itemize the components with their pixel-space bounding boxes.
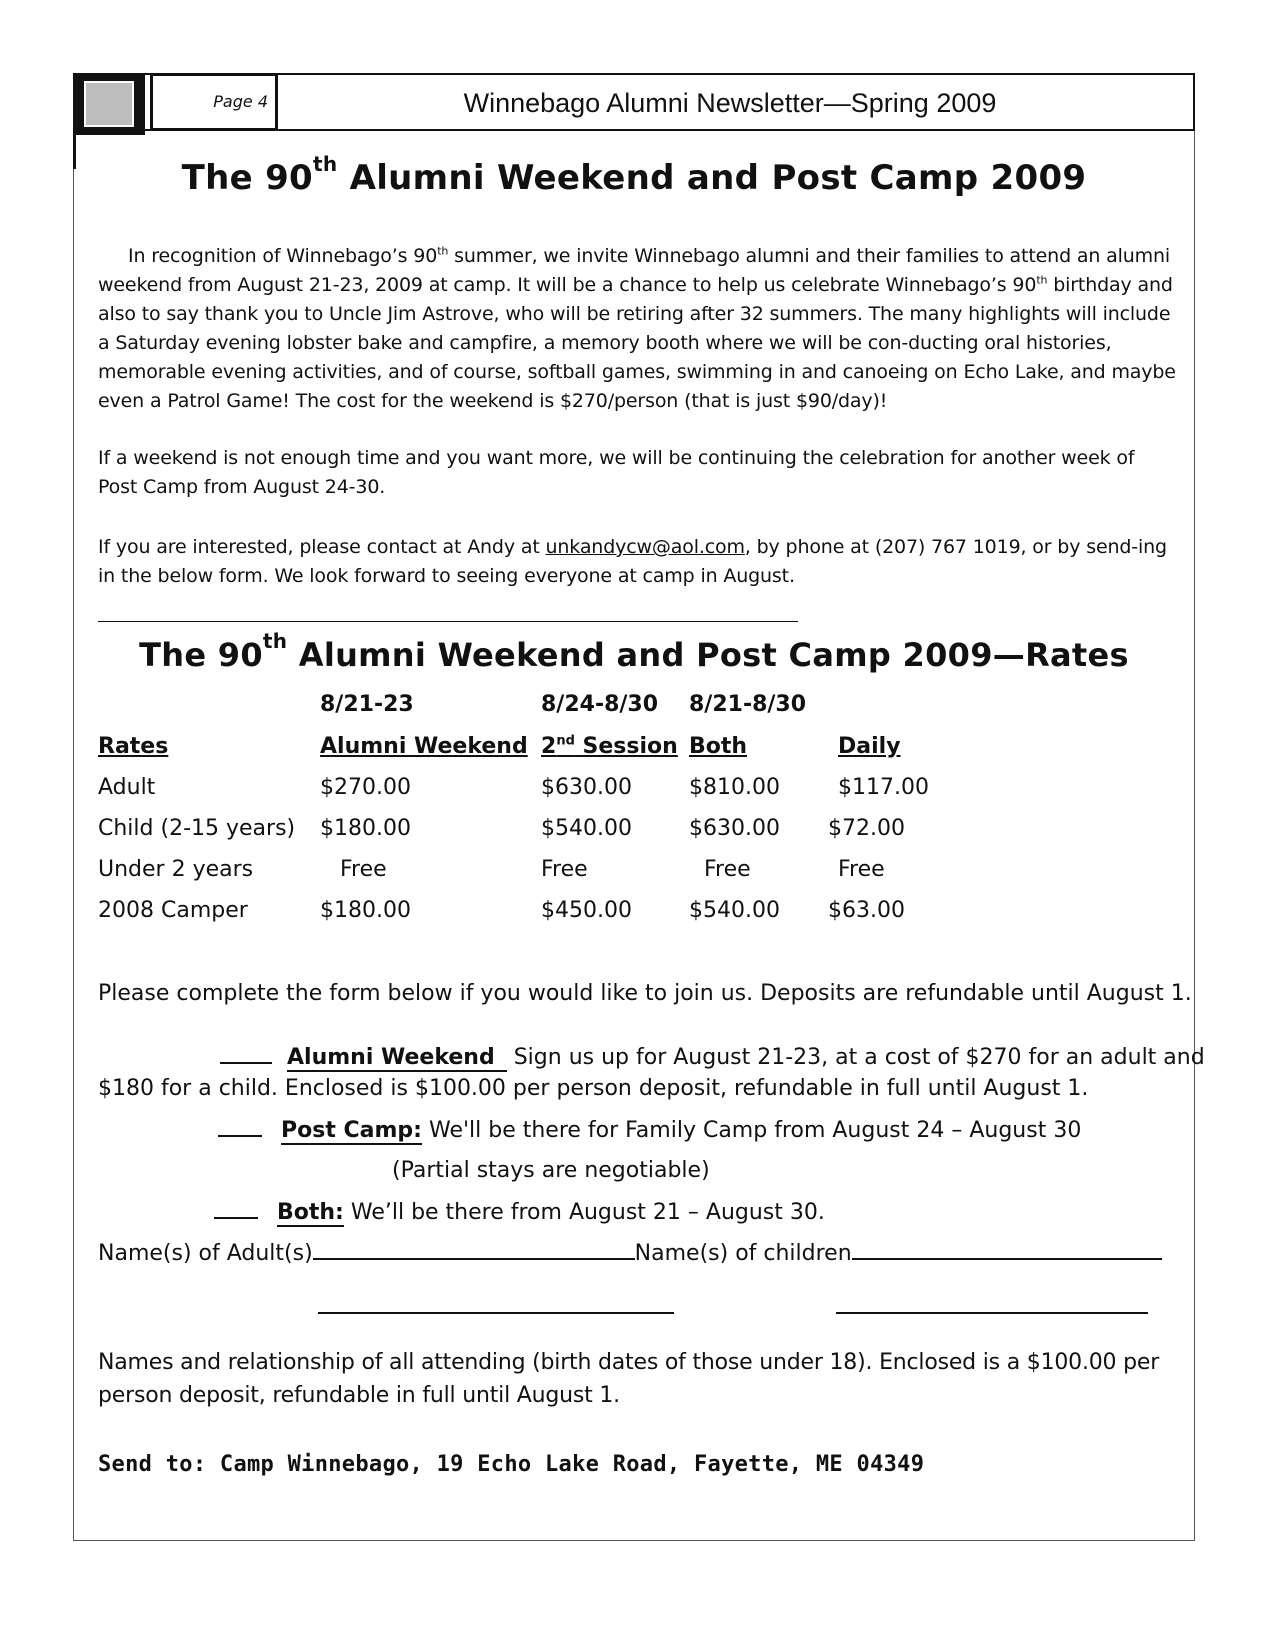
form-intro: Please complete the form below if you would like to join us. Deposits are refundable until August 1. xyxy=(98,981,1192,1006)
section-divider xyxy=(98,621,798,622)
header-session-num: 2 xyxy=(541,734,557,759)
rates-heading-suffix: Alumni Weekend and Post Camp 2009—Rates xyxy=(287,636,1129,674)
option-both-label: Both: xyxy=(277,1200,344,1225)
checkbox-post-camp[interactable] xyxy=(218,1117,262,1137)
partial-stays-note: (Partial stays are negotiable) xyxy=(392,1158,710,1183)
newsletter-title: Winnebago Alumni Newsletter—Spring 2009 xyxy=(463,88,997,118)
date-both: 8/21-8/30 xyxy=(689,692,807,717)
send-to-address: Send to: Camp Winnebago, 19 Echo Lake Road, Fayette, ME 04349 xyxy=(98,1452,925,1477)
option-alumni-weekend-label: Alumni Weekend xyxy=(287,1045,507,1072)
option-alumni-weekend-text: Sign us up for August 21-23, at a cost of $270 for an adult and xyxy=(506,1045,1205,1070)
row-camper-both: $540.00 xyxy=(689,898,780,923)
intro-text-c: birthday and also to say thank you to Uncle Jim Astrove, who will be retiring after 32 summers. The many highlights will include a Saturday evening lobster bake and campfire, a memory booth where we will be con-ducting oral histories, memorable evening activities, and of course, softball games, swimming in and canoeing on Echo Lake, and maybe even a Patrol Game! The cost for the weekend is $270/person (that is just $90/day)! xyxy=(98,274,1176,412)
header-both: Both xyxy=(689,734,748,759)
date-alumni: 8/21-23 xyxy=(320,692,414,717)
checkbox-both[interactable] xyxy=(214,1199,258,1219)
header-second-session xyxy=(541,734,678,759)
header-daily: Daily xyxy=(838,734,901,759)
intro-sup-2: th xyxy=(1036,273,1048,287)
row-camper-daily: $63.00 xyxy=(828,898,905,923)
intro-text-a: In recognition of Winnebago’s 90 xyxy=(128,245,438,267)
row-child-label: Child (2-15 years) xyxy=(98,816,296,841)
post-camp-paragraph: If a weekend is not enough time and you want more, we will be continuing the celebration for another week of Post Camp from August 24-30. xyxy=(98,447,1135,498)
contact-text-a: If you are interested, please contact at Andy at xyxy=(98,536,546,558)
checkbox-alumni-weekend[interactable] xyxy=(220,1044,272,1064)
row-camper-session: $450.00 xyxy=(541,898,632,923)
row-adult-session: $630.00 xyxy=(541,775,632,800)
row-adult-alumni: $270.00 xyxy=(320,775,411,800)
option-both-text: We’ll be there from August 21 – August 30. xyxy=(343,1200,825,1225)
header-alumni-weekend: Alumni Weekend xyxy=(320,734,528,759)
children-label: Name(s) of children xyxy=(634,1241,852,1266)
option-post-camp-text: We'll be there for Family Camp from August 24 – August 30 xyxy=(421,1118,1082,1143)
row-camper-alumni: $180.00 xyxy=(320,898,411,923)
row-under2-session: Free xyxy=(541,857,588,882)
row-child-session: $540.00 xyxy=(541,816,632,841)
option-alumni-weekend-cont: $180 for a child. Enclosed is $100.00 per person deposit, refundable in full until August 1. xyxy=(98,1076,1089,1101)
header-gray-square xyxy=(84,81,134,127)
intro-text-b: summer, we invite Winnebago alumni and their families to attend an alumni weekend from August 21-23, 2009 at camp. It will be a chance to help us celebrate Winnebago’s 90 xyxy=(98,245,1171,296)
header-session-rest: Session xyxy=(574,734,678,759)
row-child-both: $630.00 xyxy=(689,816,780,841)
row-adult-both: $810.00 xyxy=(689,775,780,800)
main-heading-suffix: Alumni Weekend and Post Camp 2009 xyxy=(337,158,1087,198)
row-adult-label: Adult xyxy=(98,775,156,800)
names-note: Names and relationship of all attending (birth dates of those under 18). Enclosed is a $100.00 per person deposit, refundable in full until August 1. xyxy=(98,1350,1160,1408)
option-post-camp xyxy=(218,1117,1081,1143)
row-under2-alumni: Free xyxy=(340,857,387,882)
option-post-camp-label: Post Camp: xyxy=(281,1118,422,1143)
main-heading-sup: th xyxy=(313,151,338,176)
row-child-alumni: $180.00 xyxy=(320,816,411,841)
children-field[interactable] xyxy=(852,1240,1162,1260)
row-under2-both: Free xyxy=(704,857,751,882)
row-child-daily: $72.00 xyxy=(828,816,905,841)
header-session-sup: nd xyxy=(556,733,575,749)
contact-text-b: , by phone at (207) 767 1019, or by send-ing in the below form. We look forward to seeing everyone at camp in August. xyxy=(98,536,1167,587)
row-adult-daily: $117.00 xyxy=(838,775,929,800)
row-under2-daily: Free xyxy=(838,857,885,882)
header-rates: Rates xyxy=(98,734,169,759)
rates-heading-sup: th xyxy=(262,629,288,654)
row-under2-label: Under 2 years xyxy=(98,857,254,882)
adults-label: Name(s) of Adult(s) xyxy=(98,1241,313,1266)
adults-field[interactable] xyxy=(313,1240,635,1260)
option-both xyxy=(214,1199,825,1225)
date-session: 8/24-8/30 xyxy=(541,692,659,717)
adults-field-line-2[interactable] xyxy=(318,1312,674,1314)
option-alumni-weekend xyxy=(220,1044,1205,1070)
children-field-line-2[interactable] xyxy=(836,1312,1148,1314)
email-link[interactable]: unkandycw@aol.com xyxy=(545,536,745,558)
rates-heading-prefix: The 90 xyxy=(139,636,263,674)
main-heading xyxy=(73,151,1195,198)
names-row xyxy=(98,1240,1162,1266)
page-number: Page 4 xyxy=(213,92,268,111)
intro-paragraph xyxy=(98,242,1178,416)
main-heading-prefix: The 90 xyxy=(181,158,314,198)
contact-paragraph xyxy=(98,533,1178,591)
intro-sup-1: th xyxy=(437,244,449,258)
row-camper-label: 2008 Camper xyxy=(98,898,248,923)
rates-heading xyxy=(73,629,1195,674)
